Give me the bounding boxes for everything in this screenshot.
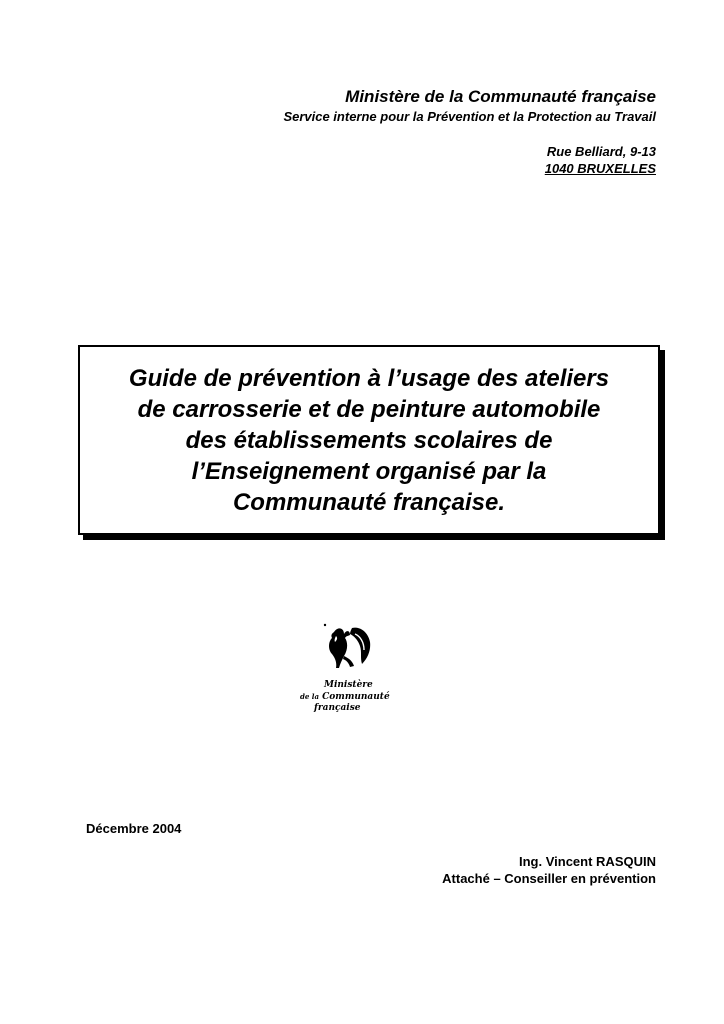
- document-date: Décembre 2004: [86, 821, 182, 836]
- document-title: [89, 363, 649, 518]
- signature-block: [442, 853, 656, 887]
- rooster-icon: [322, 622, 376, 670]
- logo-line-2: de la Communauté: [300, 692, 390, 702]
- title-line: Guide de prévention à l’usage des ateliers: [128, 364, 610, 392]
- title-line: des établissements scolaires de: [185, 426, 553, 454]
- title-line: Communauté française.: [232, 488, 506, 516]
- address-street: Rue Belliard, 9-13: [546, 144, 656, 159]
- title-line: l’Enseignement organisé par la: [191, 457, 547, 485]
- logo-text: [298, 680, 398, 714]
- letterhead: [283, 86, 656, 177]
- author-role: Attaché – Conseiller en prévention: [442, 871, 656, 886]
- service-name: Service interne pour la Prévention et la Protection au Travail: [283, 109, 656, 124]
- ministry-name: Ministère de la Communauté française: [345, 87, 656, 106]
- address: [283, 143, 656, 177]
- logo-line-1: Ministère: [324, 680, 373, 690]
- title-line: de carrosserie et de peinture automobile: [137, 395, 601, 423]
- title-box: [78, 345, 660, 535]
- ministry-logo: [298, 622, 398, 732]
- address-city: 1040 BRUXELLES: [544, 161, 656, 176]
- logo-line-3: française: [314, 703, 361, 713]
- author-name: Ing. Vincent RASQUIN: [519, 854, 656, 869]
